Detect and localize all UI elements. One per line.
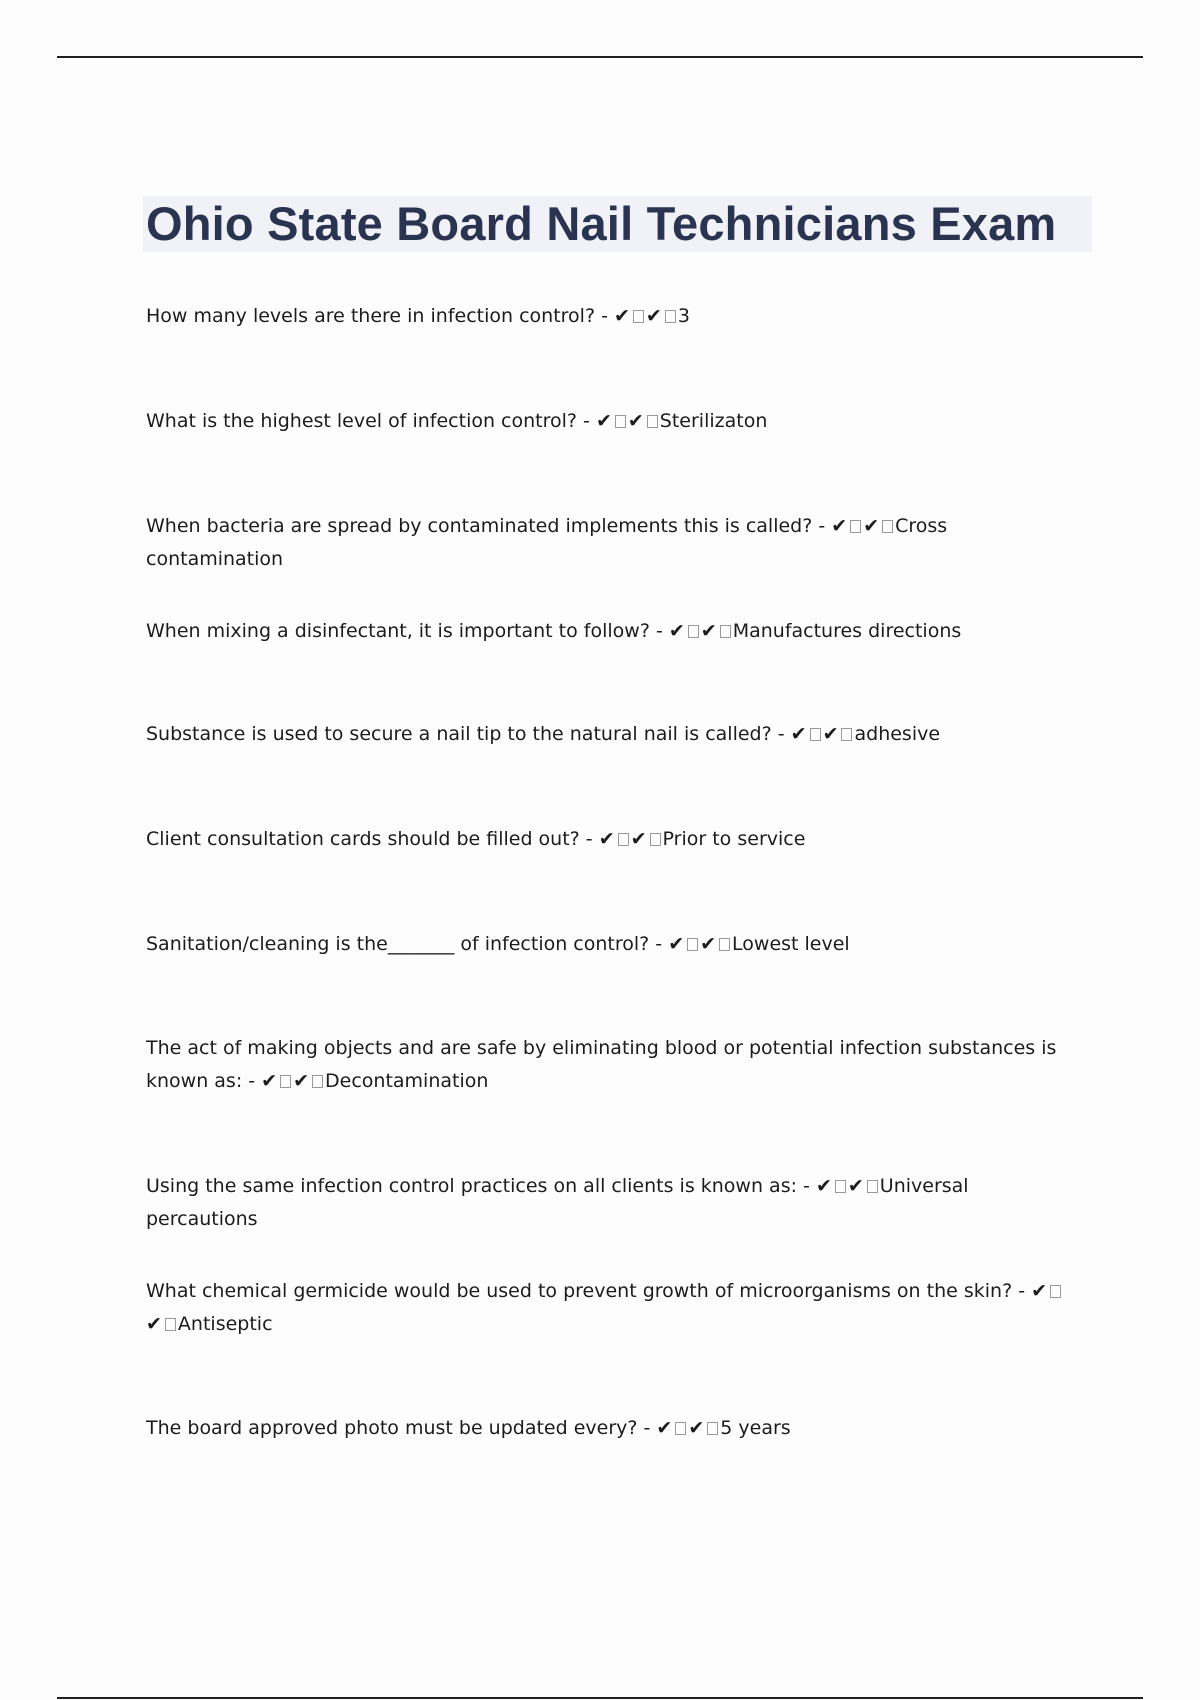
separator: - [649, 620, 669, 642]
qa-item [146, 823, 1076, 856]
box-icon [675, 1422, 686, 1435]
check-icon: ✔ [790, 723, 807, 745]
qa-item [146, 718, 1076, 751]
answer-text: Prior to service [662, 828, 806, 850]
check-icon: ✔ [627, 410, 644, 432]
box-icon [312, 1075, 323, 1088]
check-icon: ✔ [822, 723, 839, 745]
question-text: How many levels are there in infection control? [146, 305, 596, 327]
check-icon: ✔ [831, 515, 848, 537]
box-icon [280, 1075, 291, 1088]
answer-text: 3 [677, 305, 690, 327]
question-text: What is the highest level of infection control? [146, 410, 577, 432]
box-icon [688, 625, 699, 638]
top-rule [57, 56, 1143, 58]
box-icon [687, 938, 698, 951]
box-icon [165, 1318, 176, 1331]
qa-item [146, 928, 1076, 961]
box-icon [882, 520, 893, 533]
question-text: Client consultation cards should be filled out? [146, 828, 580, 850]
check-icon: ✔ [645, 305, 662, 327]
box-icon [647, 415, 658, 428]
check-icon: ✔ [656, 1417, 673, 1439]
box-icon [720, 625, 731, 638]
answer-text: Universal percautions [146, 1175, 969, 1230]
box-icon [633, 310, 644, 323]
separator: - [771, 723, 791, 745]
box-icon [707, 1422, 718, 1435]
answer-text: Antiseptic [177, 1313, 273, 1335]
separator: - [649, 933, 669, 955]
qa-item [146, 510, 1076, 576]
answer-text: Cross contamination [146, 515, 948, 570]
question-text: The act of making objects and are safe by eliminating blood or potential infection substances is known as: [146, 1037, 1057, 1092]
box-icon [719, 938, 730, 951]
check-icon: ✔ [700, 933, 717, 955]
answer-text: adhesive [854, 723, 941, 745]
box-icon [841, 728, 852, 741]
check-icon: ✔ [668, 620, 685, 642]
check-icon: ✔ [598, 828, 615, 850]
answer-text: Manufactures directions [732, 620, 962, 642]
check-icon: ✔ [815, 1175, 832, 1197]
question-text: Substance is used to secure a nail tip to the natural nail is called? [146, 723, 772, 745]
check-icon: ✔ [668, 933, 685, 955]
bottom-rule [57, 1697, 1143, 1699]
qa-item [146, 615, 1076, 648]
question-text: Using the same infection control practices on all clients is known as: [146, 1175, 797, 1197]
box-icon [665, 310, 676, 323]
separator: - [797, 1175, 816, 1197]
answer-text: Sterilizaton [659, 410, 768, 432]
separator: - [577, 410, 596, 432]
question-text: The board approved photo must be updated every? [146, 1417, 638, 1439]
box-icon [850, 520, 861, 533]
separator: - [1012, 1280, 1032, 1302]
qa-item [146, 1170, 1076, 1236]
check-icon: ✔ [146, 1313, 162, 1335]
box-icon [810, 728, 821, 741]
check-icon: ✔ [261, 1070, 278, 1092]
check-icon: ✔ [1031, 1280, 1048, 1302]
question-text: What chemical germicide would be used to prevent growth of microorganisms on the skin? [146, 1280, 1013, 1302]
check-icon: ✔ [595, 410, 612, 432]
qa-item [146, 1032, 1076, 1098]
box-icon [615, 415, 626, 428]
box-icon [1050, 1285, 1061, 1298]
check-icon: ✔ [630, 828, 647, 850]
question-text: When bacteria are spread by contaminated implements this is called? [146, 515, 813, 537]
document-title: Ohio State Board Nail Technicians Exam [146, 197, 1057, 250]
check-icon: ✔ [688, 1417, 705, 1439]
qa-item [146, 405, 1076, 438]
separator: - [812, 515, 832, 537]
separator: - [637, 1417, 657, 1439]
check-icon: ✔ [863, 515, 880, 537]
check-icon: ✔ [293, 1070, 310, 1092]
check-icon: ✔ [700, 620, 717, 642]
answer-text: Lowest level [732, 933, 850, 955]
separator: - [242, 1070, 262, 1092]
answer-text: Decontamination [325, 1070, 489, 1092]
check-icon: ✔ [847, 1175, 864, 1197]
question-text: Sanitation/cleaning is the_______ of infection control? [146, 933, 650, 955]
box-icon [650, 833, 661, 846]
answer-text: 5 years [720, 1417, 791, 1439]
box-icon [867, 1180, 878, 1193]
separator: - [579, 828, 599, 850]
box-icon [618, 833, 629, 846]
check-icon: ✔ [613, 305, 630, 327]
question-text: When mixing a disinfectant, it is important to follow? [146, 620, 650, 642]
qa-item [146, 1275, 1076, 1341]
qa-item [146, 300, 1076, 333]
box-icon [835, 1180, 846, 1193]
separator: - [595, 305, 614, 327]
qa-item [146, 1412, 1076, 1445]
